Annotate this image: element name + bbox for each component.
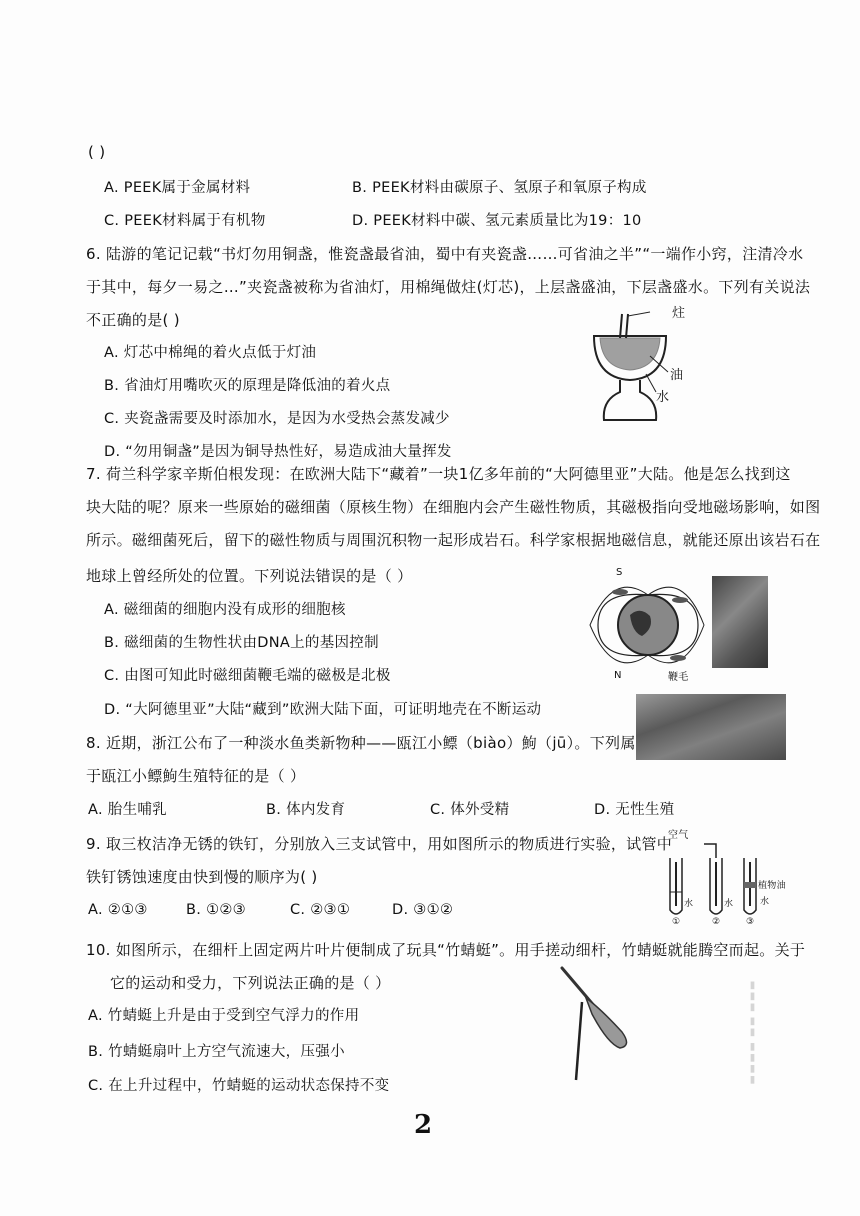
q8-option-c: C. 体外受精: [430, 802, 510, 818]
q9-option-a: A. ②①③: [88, 902, 148, 918]
q6-option-c: C. 夹瓷盏需要及时添加水，是因为水受热会蒸发减少: [104, 411, 450, 427]
q7-option-c: C. 由图可知此时磁细菌鞭毛端的磁极是北极: [104, 668, 391, 684]
geomagnetic-field-figure: [588, 570, 706, 680]
q6-option-a: A. 灯芯中棉绳的着火点低于灯油: [104, 345, 317, 361]
q5-option-b: B. PEEK材料由碳原子、氢原子和氧原子构成: [352, 180, 647, 196]
q9-stem-line-2: 铁钉锈蚀速度由快到慢的顺序为( ): [86, 868, 318, 886]
q7-stem-line-1: 7. 荷兰科学家辛斯伯根发现：在欧洲大陆下“藏着”一块1亿多年前的“大阿德里亚”大陆。他是怎么找到这: [86, 465, 791, 483]
tube-label-3: ③: [746, 917, 755, 927]
edge-watermark: ▮▮▮ ▮▮ ▮▮▮▮: [747, 980, 758, 1086]
q6-option-d: D. “勿用铜盏”是因为铜导热性好，易造成油大量挥发: [104, 444, 452, 460]
q7-option-d: D. “大阿德里亚”大陆“藏到”欧洲大陆下面，可证明地壳在不断运动: [104, 702, 542, 718]
tube-label-2: ②: [712, 917, 721, 927]
q8-option-b: B. 体内发育: [266, 802, 346, 818]
field-label-flagellum: 鞭毛: [668, 672, 689, 683]
q7-stem-line-2: 块大陆的呢？原来一些原始的磁细菌（原核生物）在细胞内会产生磁性物质，其磁极指向受地磁场影响，如图: [86, 498, 821, 516]
q6-option-b: B. 省油灯用嘴吹灭的原理是降低油的着火点: [104, 378, 391, 394]
q10-stem-line-2: 它的运动和受力，下列说法正确的是（ ）: [110, 974, 391, 992]
q6-stem-line-3: 不正确的是( ): [86, 311, 180, 329]
q9-option-d: D. ③①②: [392, 902, 454, 918]
q10-option-a: A. 竹蜻蜓上升是由于受到空气浮力的作用: [88, 1008, 360, 1024]
q9-option-b: B. ①②③: [186, 902, 246, 918]
q7-option-a: A. 磁细菌的细胞内没有成形的细胞核: [104, 602, 346, 618]
lamp-label-wick: 炷: [672, 306, 686, 321]
tube-label-water-2: 水: [724, 899, 734, 909]
magnetic-bacteria-photo: [712, 576, 768, 668]
q5-option-d: D. PEEK材料中碳、氢元素质量比为19：10: [352, 213, 642, 229]
q10-option-c: C. 在上升过程中，竹蜻蜓的运动状态保持不变: [88, 1078, 390, 1094]
fish-photo: [636, 694, 786, 760]
q5-option-a: A. PEEK属于金属材料: [104, 180, 251, 196]
tube-label-1: ①: [672, 917, 681, 927]
lamp-label-oil: 油: [670, 368, 684, 383]
tube-label-water-3: 水: [760, 897, 770, 907]
q8-option-d: D. 无性生殖: [594, 802, 675, 818]
q7-stem-line-3: 所示。磁细菌死后，留下的磁性物质与周围沉积物一起形成岩石。科学家根据地磁信息，就能还原出该岩石在: [86, 531, 821, 549]
q9-option-c: C. ②③①: [290, 902, 351, 918]
q10-stem-line-1: 10. 如图所示，在细杆上固定两片叶片便制成了玩具“竹蜻蜓”。用手搓动细杆，竹蜻蜓就能腾空而起。关于: [86, 941, 806, 959]
field-label-n: N: [614, 670, 622, 681]
q7-stem-line-4: 地球上曾经所处的位置。下列说法错误的是（ ）: [86, 567, 413, 585]
bamboo-dragonfly-figure: [556, 962, 640, 1084]
page-number: 2: [414, 1110, 433, 1140]
q8-stem-line-1: 8. 近期，浙江公布了一种淡水鱼类新物种——瓯江小鳔（biào）鮈（jū）。下列属: [86, 734, 636, 752]
q8-option-a: A. 胎生哺乳: [88, 802, 167, 818]
tube-label-water-1: 水: [684, 899, 694, 909]
q7-option-b: B. 磁细菌的生物性状由DNA上的基因控制: [104, 635, 379, 651]
tube-label-plant-oil: 植物油: [758, 881, 786, 891]
q8-stem-line-2: 于瓯江小鳔鮈生殖特征的是（ ）: [86, 767, 306, 785]
q9-stem-line-1: 9. 取三枚洁净无锈的铁钉，分别放入三支试管中，用如图所示的物质进行实验，试管中: [86, 835, 673, 853]
q5-option-c: C. PEEK材料属于有机物: [104, 213, 266, 229]
q6-stem-line-1: 6. 陆游的笔记记载“书灯勿用铜盏，惟瓷盏最省油，蜀中有夹瓷盏……可省油之半”“一端作小窍，注清冷水: [86, 245, 804, 263]
lamp-label-water: 水: [656, 390, 670, 405]
q10-option-b: B. 竹蜻蜓扇叶上方空气流速大，压强小: [88, 1044, 345, 1060]
answer-bracket: ( ): [88, 143, 106, 161]
tube-label-air: 空气: [668, 830, 689, 841]
q6-stem-line-2: 于其中，每夕一易之…”夹瓷盏被称为省油灯，用棉绳做炷(灯芯)，上层盏盛油，下层盏盛水。下列有关说法: [86, 278, 811, 296]
field-label-s: S: [616, 567, 623, 578]
